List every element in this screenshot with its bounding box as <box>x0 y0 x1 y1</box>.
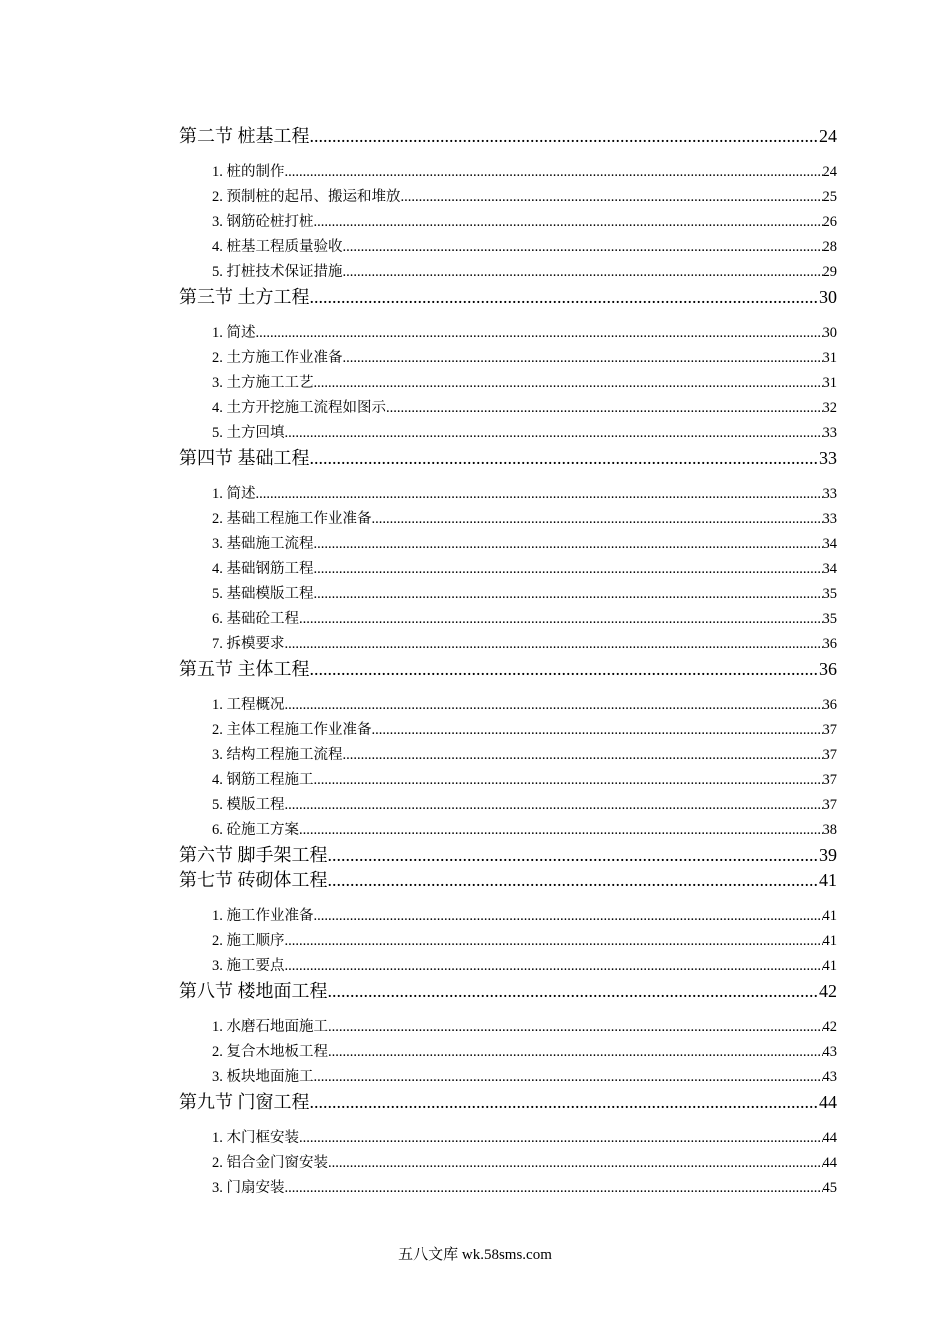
toc-item-title: 1. 工程概况 <box>212 697 285 713</box>
toc-item-title: 6. 基础砼工程 <box>212 611 299 627</box>
toc-item[interactable] <box>179 1176 837 1201</box>
toc-leader-dots <box>343 743 823 768</box>
toc-item-page: 43 <box>822 1069 837 1085</box>
toc-item-page: 25 <box>822 189 837 205</box>
toc-leader-dots <box>372 718 823 743</box>
toc-item[interactable] <box>179 532 837 557</box>
toc-item-page: 24 <box>822 164 837 180</box>
toc-item-title: 4. 钢筋工程施工 <box>212 772 314 788</box>
toc-section-title: 第五节 主体工程 <box>179 659 310 679</box>
toc-item-page: 32 <box>822 400 837 416</box>
toc-item-title: 3. 结构工程施工流程 <box>212 747 343 763</box>
toc-item-page: 33 <box>822 511 837 527</box>
toc-section[interactable] <box>179 285 837 310</box>
toc-item[interactable] <box>179 904 837 929</box>
toc-item-title: 3. 施工要点 <box>212 958 285 974</box>
toc-item-page: 37 <box>822 722 837 738</box>
toc-section-title: 第四节 基础工程 <box>179 448 310 468</box>
toc-item[interactable] <box>179 582 837 607</box>
toc-item[interactable] <box>179 1040 837 1065</box>
toc-item-page: 30 <box>822 325 837 341</box>
toc-leader-dots <box>314 768 823 793</box>
toc-item-page: 36 <box>822 697 837 713</box>
toc-section-page: 24 <box>819 126 837 146</box>
toc-leader-dots <box>299 1126 823 1151</box>
toc-item[interactable] <box>179 260 837 285</box>
toc-item-title: 1. 桩的制作 <box>212 164 285 180</box>
toc-section-page: 41 <box>819 870 837 890</box>
toc-item-title: 1. 简述 <box>212 486 256 502</box>
toc-item-title: 4. 土方开挖施工流程如图示 <box>212 400 386 416</box>
toc-leader-dots <box>310 657 820 682</box>
toc-item-page: 41 <box>822 958 837 974</box>
toc-item-title: 3. 钢筋砼桩打桩 <box>212 214 314 230</box>
toc-leader-dots <box>343 260 823 285</box>
toc-section-title: 第七节 砖砌体工程 <box>179 870 328 890</box>
toc-item-title: 5. 模版工程 <box>212 797 285 813</box>
toc-item[interactable] <box>179 160 837 185</box>
toc-leader-dots <box>285 160 823 185</box>
toc-section[interactable] <box>179 124 837 149</box>
toc-leader-dots <box>328 979 820 1004</box>
toc-item[interactable] <box>179 632 837 657</box>
toc-item[interactable] <box>179 693 837 718</box>
toc-section-page: 44 <box>819 1092 837 1112</box>
toc-section[interactable] <box>179 979 837 1004</box>
toc-item-title: 1. 水磨石地面施工 <box>212 1019 328 1035</box>
toc-item[interactable] <box>179 557 837 582</box>
toc-item[interactable] <box>179 210 837 235</box>
toc-item[interactable] <box>179 929 837 954</box>
toc-leader-dots <box>285 693 823 718</box>
toc-item-title: 1. 简述 <box>212 325 256 341</box>
toc-item-title: 2. 复合木地板工程 <box>212 1044 328 1060</box>
toc-item-title: 5. 打桩技术保证措施 <box>212 264 343 280</box>
toc-leader-dots <box>310 285 820 310</box>
toc-item-page: 41 <box>822 908 837 924</box>
toc-item[interactable] <box>179 718 837 743</box>
toc-item[interactable] <box>179 793 837 818</box>
toc-leader-dots <box>328 868 820 893</box>
toc-item-title: 7. 拆模要求 <box>212 636 285 652</box>
toc-leader-dots <box>328 1151 823 1176</box>
toc-item-title: 2. 预制桩的起吊、搬运和堆放 <box>212 189 401 205</box>
table-of-contents <box>179 124 837 1201</box>
toc-item-title: 2. 主体工程施工作业准备 <box>212 722 372 738</box>
toc-section-title: 第六节 脚手架工程 <box>179 845 328 865</box>
toc-item-page: 36 <box>822 636 837 652</box>
toc-leader-dots <box>310 1090 820 1115</box>
toc-leader-dots <box>285 929 823 954</box>
toc-section-page: 30 <box>819 287 837 307</box>
toc-leader-dots <box>256 482 823 507</box>
toc-leader-dots <box>285 793 823 818</box>
toc-item[interactable] <box>179 954 837 979</box>
toc-leader-dots <box>285 632 823 657</box>
toc-item-page: 35 <box>822 611 837 627</box>
toc-item-page: 43 <box>822 1044 837 1060</box>
toc-item[interactable] <box>179 1065 837 1090</box>
toc-section-page: 36 <box>819 659 837 679</box>
toc-section[interactable] <box>179 657 837 682</box>
toc-item-page: 42 <box>822 1019 837 1035</box>
toc-item-title: 4. 基础钢筋工程 <box>212 561 314 577</box>
toc-item-title: 1. 木门框安装 <box>212 1130 299 1146</box>
toc-section-title: 第八节 楼地面工程 <box>179 981 328 1001</box>
toc-section[interactable] <box>179 1090 837 1115</box>
toc-section-page: 39 <box>819 845 837 865</box>
toc-item-page: 38 <box>822 822 837 838</box>
toc-leader-dots <box>310 446 820 471</box>
toc-item-page: 34 <box>822 536 837 552</box>
toc-leader-dots <box>386 396 823 421</box>
toc-section[interactable] <box>179 843 837 868</box>
toc-leader-dots <box>328 843 820 868</box>
toc-item[interactable] <box>179 1015 837 1040</box>
toc-item[interactable] <box>179 768 837 793</box>
toc-leader-dots <box>401 185 823 210</box>
toc-item-page: 28 <box>822 239 837 255</box>
toc-item-title: 3. 基础施工流程 <box>212 536 314 552</box>
toc-item-title: 1. 施工作业准备 <box>212 908 314 924</box>
toc-section-page: 42 <box>819 981 837 1001</box>
toc-item[interactable] <box>179 235 837 260</box>
toc-item-title: 2. 土方施工作业准备 <box>212 350 343 366</box>
toc-leader-dots <box>314 582 823 607</box>
toc-section[interactable] <box>179 446 837 471</box>
toc-section[interactable] <box>179 868 837 893</box>
toc-item[interactable] <box>179 818 837 843</box>
toc-item-title: 5. 基础模版工程 <box>212 586 314 602</box>
toc-leader-dots <box>314 557 823 582</box>
toc-item[interactable] <box>179 185 837 210</box>
toc-item-page: 33 <box>822 425 837 441</box>
toc-leader-dots <box>285 1176 823 1201</box>
toc-item-title: 3. 板块地面施工 <box>212 1069 314 1085</box>
toc-leader-dots <box>285 954 823 979</box>
toc-item[interactable] <box>179 1126 837 1151</box>
toc-leader-dots <box>372 507 823 532</box>
toc-leader-dots <box>343 346 823 371</box>
toc-leader-dots <box>343 235 823 260</box>
toc-item[interactable] <box>179 743 837 768</box>
toc-leader-dots <box>299 607 823 632</box>
toc-leader-dots <box>314 371 823 396</box>
toc-item[interactable] <box>179 421 837 446</box>
toc-section-title: 第二节 桩基工程 <box>179 126 310 146</box>
toc-item-page: 26 <box>822 214 837 230</box>
toc-item[interactable] <box>179 507 837 532</box>
toc-item-page: 37 <box>822 772 837 788</box>
footer-watermark: 五八文库 wk.58sms.com <box>398 1247 552 1263</box>
toc-leader-dots <box>314 210 823 235</box>
toc-leader-dots <box>328 1015 823 1040</box>
toc-item-page: 45 <box>822 1180 837 1196</box>
toc-leader-dots <box>314 904 823 929</box>
toc-item-page: 44 <box>822 1155 837 1171</box>
toc-item-title: 3. 土方施工工艺 <box>212 375 314 391</box>
toc-item[interactable] <box>179 321 837 346</box>
toc-item[interactable] <box>179 396 837 421</box>
toc-item-title: 4. 桩基工程质量验收 <box>212 239 343 255</box>
toc-section-title: 第九节 门窗工程 <box>179 1092 310 1112</box>
toc-item[interactable] <box>179 346 837 371</box>
toc-leader-dots <box>256 321 823 346</box>
toc-item-page: 44 <box>822 1130 837 1146</box>
toc-item-page: 33 <box>822 486 837 502</box>
toc-item-page: 35 <box>822 586 837 602</box>
toc-item[interactable] <box>179 482 837 507</box>
toc-leader-dots <box>285 421 823 446</box>
toc-item-page: 34 <box>822 561 837 577</box>
toc-item-title: 2. 基础工程施工作业准备 <box>212 511 372 527</box>
toc-item[interactable] <box>179 1151 837 1176</box>
toc-item-title: 2. 施工顺序 <box>212 933 285 949</box>
toc-leader-dots <box>299 818 823 843</box>
toc-item-title: 2. 铝合金门窗安装 <box>212 1155 328 1171</box>
toc-item[interactable] <box>179 371 837 396</box>
toc-leader-dots <box>314 1065 823 1090</box>
toc-item-page: 31 <box>822 375 837 391</box>
toc-leader-dots <box>328 1040 823 1065</box>
toc-item-page: 31 <box>822 350 837 366</box>
toc-leader-dots <box>314 532 823 557</box>
toc-item-title: 6. 砼施工方案 <box>212 822 299 838</box>
toc-item-page: 41 <box>822 933 837 949</box>
toc-item-page: 29 <box>822 264 837 280</box>
toc-item-page: 37 <box>822 747 837 763</box>
toc-item-page: 37 <box>822 797 837 813</box>
toc-section-page: 33 <box>819 448 837 468</box>
toc-item[interactable] <box>179 607 837 632</box>
toc-item-title: 3. 门扇安装 <box>212 1180 285 1196</box>
toc-section-title: 第三节 土方工程 <box>179 287 310 307</box>
toc-item-title: 5. 土方回填 <box>212 425 285 441</box>
toc-leader-dots <box>310 124 820 149</box>
